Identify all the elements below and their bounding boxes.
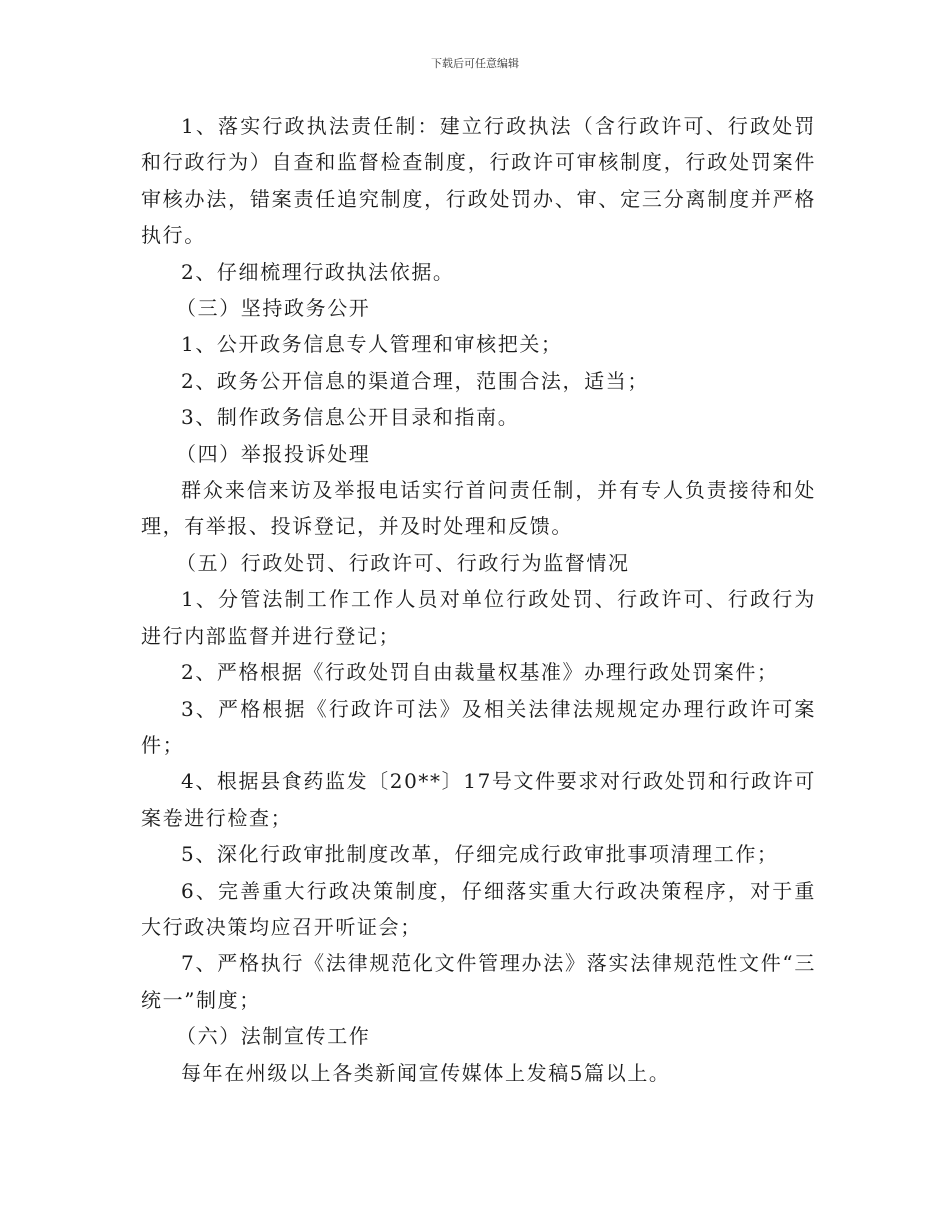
document-body <box>141 108 816 1091</box>
paragraph-10: 1、分管法制工作工作人员对单位行政处罚、行政许可、行政行为进行内部监督并进行登记； <box>141 587 816 648</box>
paragraph-8: 群众来信来访及举报电话实行首问责任制，并有专人负责接待和处理，有举报、投诉登记，并及时处理和反馈。 <box>141 478 816 539</box>
paragraph-11: 2、严格根据《行政处罚自由裁量权基准》办理行政处罚案件； <box>181 660 779 685</box>
paragraph-12: 3、严格根据《行政许可法》及相关法律法规规定办理行政许可案件； <box>141 696 816 757</box>
paragraph-14: 5、深化行政审批制度改革，仔细完成行政审批事项清理工作； <box>181 842 779 867</box>
section-heading-6: （六）法制宣传工作 <box>176 1024 371 1049</box>
section-heading-3: （三）坚持政务公开 <box>176 296 371 321</box>
paragraph-5: 2、政务公开信息的渠道合理，范围合法，适当； <box>181 368 649 393</box>
section-heading-5: （五）行政处罚、行政许可、行政行为监督情况 <box>176 550 630 575</box>
paragraph-6: 3、制作政务信息公开目录和指南。 <box>181 405 520 430</box>
paragraph-18: 每年在州级以上各类新闻宣传媒体上发稿5篇以上。 <box>181 1060 671 1085</box>
paragraph-2: 2、仔细梳理行政执法依据。 <box>181 259 455 284</box>
paragraph-1: 1、落实行政执法责任制：建立行政执法（含行政许可、行政处罚和行政行为）自查和监督检查制度，行政许可审核制度，行政处罚案件审核办法，错案责任追究制度，行政处罚办、审、定三分离制度并严格执行。 <box>141 114 816 248</box>
paragraph-4: 1、公开政务信息专人管理和审核把关； <box>181 332 563 357</box>
paragraph-16: 7、严格执行《法律规范化文件管理办法》落实法律规范性文件“三统一”制度； <box>141 951 816 1012</box>
page-header: 下载后可任意编辑 <box>431 57 519 70</box>
paragraph-13: 4、根据县食药监发〔20**〕17号文件要求对行政处罚和行政许可案卷进行检查； <box>141 769 816 830</box>
paragraph-15: 6、完善重大行政决策制度，仔细落实重大行政决策程序，对于重大行政决策均应召开听证会； <box>141 878 816 939</box>
section-heading-4: （四）举报投诉处理 <box>176 441 371 466</box>
